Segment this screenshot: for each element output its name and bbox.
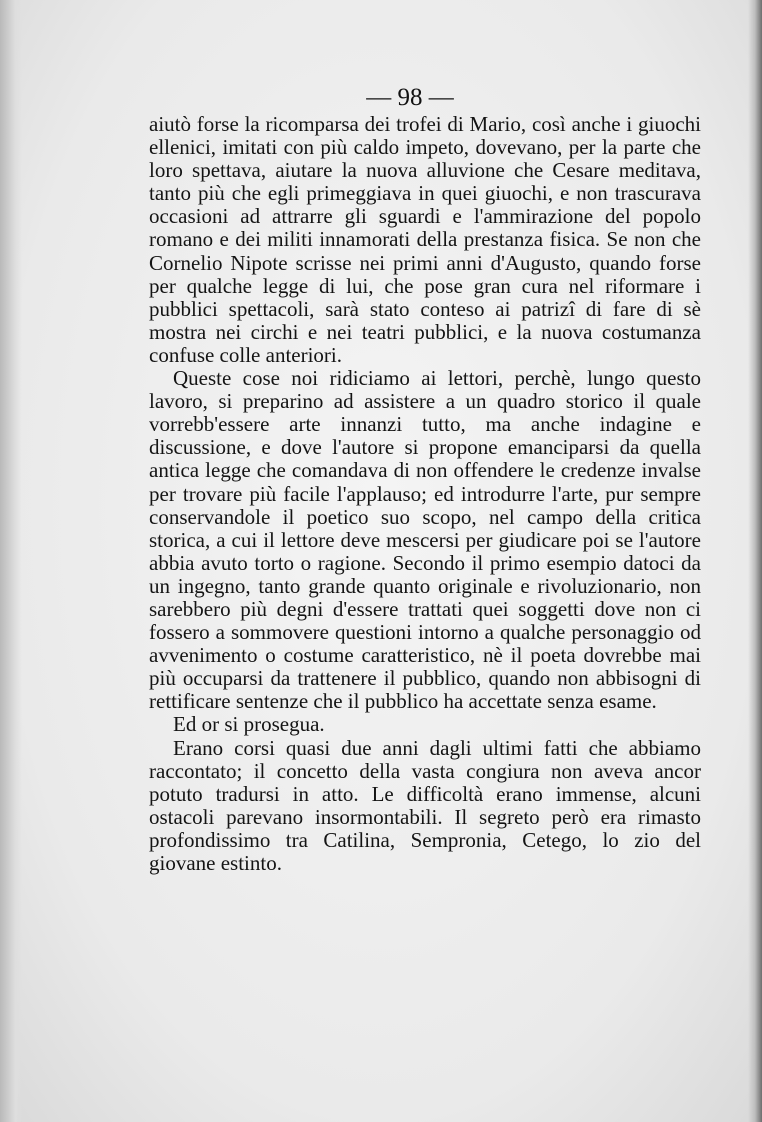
paragraph-4: Erano corsi quasi due anni dagli ultimi fatti che abbiamo raccontato; il concetto della vasta congiura non aveva ancor potuto tradursi in atto. Le difficoltà erano immense, alcuni ostacoli parevano insormontabili. Il segreto però era rimasto profondissimo tra Catilina, Sempronia, Cetego, lo zio del giovane estinto.	[149, 735, 701, 875]
paragraph-1: aiutò forse la ricomparsa dei trofei di Mario, così anche i giuochi ellenici, imitati con più caldo impeto, dovevano, per la parte che loro spettava, aiutare la nuova alluvione che Cesare meditava, tanto più che egli primeggiava in quei giuochi, e non trascurava occasioni ad attrarre gli sguardi e l'ammirazione del popolo romano e dei militi innamorati della prestanza fisica. Se non che Cornelio Nipote scrisse nei primi anni d'Augusto, quando forse per qualche legge di lui, che pose gran cura nel riformare i pubblici spettacoli, sarà stato conteso ai patrizî di fare di sè mostra nei circhi e nei teatri pubblici, e la nuova costumanza confuse colle anteriori.	[149, 112, 701, 367]
page-edge-shadow	[748, 0, 762, 1122]
paragraph-2: Queste cose noi ridiciamo ai lettori, perchè, lungo questo lavoro, si preparino ad assistere a un quadro storico il quale vorrebb'essere arte innanzi tutto, ma anche indagine e discussione, e dove l'autore si propone emanciparsi da quella antica legge che comandava di non offendere le credenze invalse per trovare più facile l'applauso; ed introdurre l'arte, pur sempre conservandole il poetico suo scopo, nel campo della critica storica, a cui il lettore deve mescersi per giudicare poi se l'autore abbia avuto torto o ragione. Secondo il primo esempio datoci da un ingegno, tanto grande quanto originale e rivoluzionario, non sarebbero più degni d'essere trattati quei soggetti dove non ci fossero a sommovere questioni intorno a qualche personaggio od avvenimento o costume caratteristico, nè il poeta dovrebbe mai più occuparsi da trattenere il pubblico, quando non abbisogni di rettificare sentenze che il pubblico ha accettate senza esame.	[149, 366, 701, 714]
paragraph-3: Ed or si prosegua.	[173, 712, 325, 737]
page-number: — 98 —	[366, 84, 454, 111]
body-text	[149, 113, 701, 875]
page-gutter-shadow	[0, 0, 22, 1122]
